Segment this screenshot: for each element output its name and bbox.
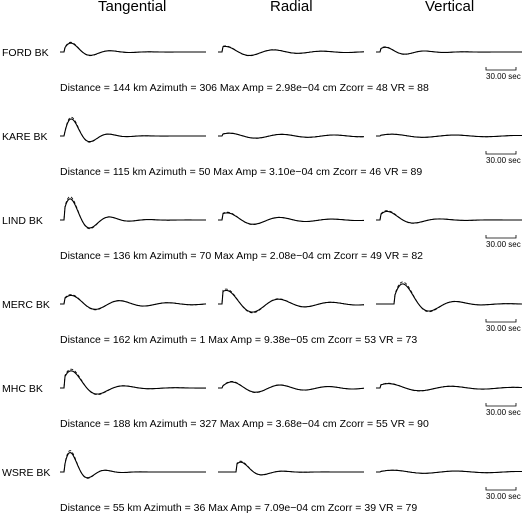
scale-bar-label: 30.00 sec <box>486 240 521 249</box>
column-header-tangential: Tangential <box>98 0 167 15</box>
time-scale-bar <box>486 487 516 490</box>
synthetic-trace <box>376 47 522 55</box>
station-fit-info: Distance = 144 km Azimuth = 306 Max Amp = 2.98e−04 cm Zcorr = 48 VR = 88 <box>60 82 429 94</box>
station-name: MERC BK <box>2 299 50 311</box>
station-fit-info: Distance = 136 km Azimuth = 70 Max Amp = 2.08e−04 cm Zcorr = 49 VR = 82 <box>60 250 424 262</box>
synthetic-trace <box>218 381 364 392</box>
observed-trace <box>218 213 364 224</box>
scale-bar-label: 30.00 sec <box>486 156 521 165</box>
observed-trace <box>60 295 206 309</box>
observed-trace <box>60 453 206 478</box>
station-name: WSRE BK <box>2 467 51 479</box>
time-scale-bar <box>486 67 516 70</box>
observed-trace <box>60 371 206 394</box>
observed-trace <box>218 290 364 312</box>
observed-trace <box>218 462 364 475</box>
scale-bar-label: 30.00 sec <box>486 492 521 501</box>
synthetic-trace <box>376 383 522 391</box>
scale-bar-label: 30.00 sec <box>486 324 521 333</box>
column-header-vertical: Vertical <box>425 0 475 15</box>
scale-bar-label: 30.00 sec <box>486 408 521 417</box>
observed-trace <box>60 199 206 228</box>
station-name: LIND BK <box>2 215 43 227</box>
observed-trace <box>218 46 364 55</box>
time-scale-bar <box>486 403 516 406</box>
observed-trace <box>376 284 522 311</box>
observed-trace <box>60 43 206 55</box>
observed-trace <box>376 211 522 223</box>
synthetic-trace <box>218 289 364 313</box>
station-fit-info: Distance = 55 km Azimuth = 36 Max Amp = 7.09e−04 cm Zcorr = 39 VR = 79 <box>60 502 418 514</box>
column-header-radial: Radial <box>270 0 313 15</box>
time-scale-bar <box>486 319 516 322</box>
station-fit-info: Distance = 162 km Azimuth = 1 Max Amp = 9.38e−05 cm Zcorr = 53 VR = 73 <box>60 334 418 346</box>
time-scale-bar <box>486 151 516 154</box>
scale-bar-label: 30.00 sec <box>486 72 521 81</box>
synthetic-trace <box>218 461 364 475</box>
synthetic-trace <box>218 46 364 56</box>
synthetic-trace <box>376 282 522 312</box>
synthetic-trace <box>60 42 206 56</box>
synthetic-trace <box>60 117 206 142</box>
station-fit-info: Distance = 115 km Azimuth = 50 Max Amp = 3.10e−04 cm Zcorr = 46 VR = 89 <box>60 166 423 178</box>
observed-trace <box>60 119 206 142</box>
observed-trace <box>376 384 522 391</box>
station-name: FORD BK <box>2 47 49 59</box>
station-fit-info: Distance = 188 km Azimuth = 327 Max Amp = 3.68e−04 cm Zcorr = 55 VR = 90 <box>60 418 429 430</box>
time-scale-bar <box>486 235 516 238</box>
station-name: MHC BK <box>2 383 43 395</box>
station-name: KARE BK <box>2 131 48 143</box>
synthetic-trace <box>60 197 206 229</box>
